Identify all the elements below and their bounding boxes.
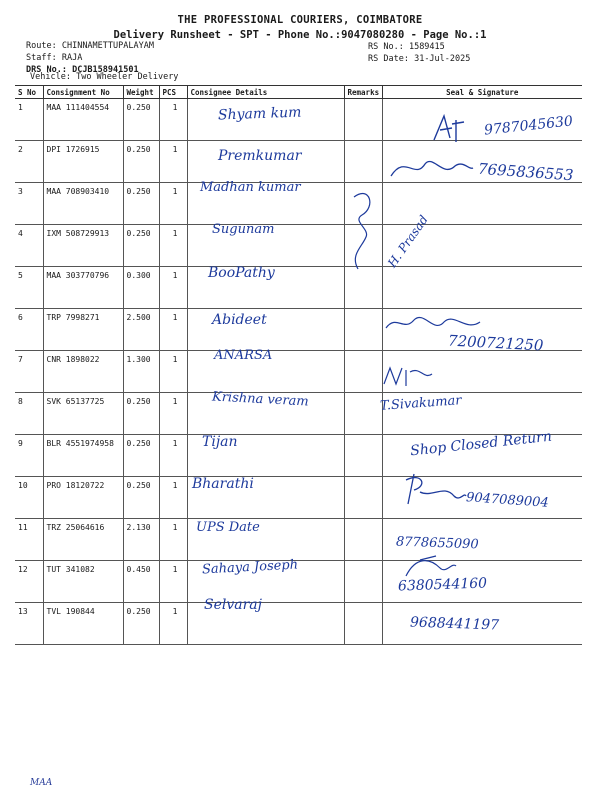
seal-handwriting: T.Sivakumar bbox=[379, 393, 463, 414]
cell-pcs bbox=[159, 225, 187, 267]
cell-weight-text: 0.450 bbox=[126, 565, 151, 574]
consignee-handwriting: Madhan kumar bbox=[200, 180, 301, 195]
cell-weight bbox=[123, 603, 159, 645]
signature-scribble-6 bbox=[382, 310, 492, 338]
cell-pcs-text: 1 bbox=[172, 565, 178, 574]
vehicle-line bbox=[30, 72, 178, 82]
consignee-handwriting: Krishna veram bbox=[211, 389, 310, 410]
cell-consignment bbox=[43, 267, 123, 309]
drs-value: DCJB158941501 bbox=[72, 65, 139, 75]
cell-sno-text: 9 bbox=[18, 439, 23, 448]
signature-scribble-2 bbox=[385, 150, 475, 190]
cell-remarks bbox=[344, 477, 382, 519]
cell-consignment-text: SVK 65137725 bbox=[46, 397, 105, 406]
cell-consignment-text: TRZ 25064616 bbox=[46, 523, 105, 532]
cell-remarks bbox=[344, 351, 382, 393]
cell-sno bbox=[15, 561, 43, 603]
cell-weight-text: 0.250 bbox=[126, 397, 151, 406]
cell-weight bbox=[123, 351, 159, 393]
cell-sno-text: 8 bbox=[18, 397, 23, 406]
cell-consignment bbox=[43, 141, 123, 183]
cell-pcs bbox=[159, 477, 187, 519]
rs-date-line bbox=[368, 53, 470, 65]
consignee-handwriting: Sugunam bbox=[212, 222, 275, 237]
cell-sno bbox=[15, 393, 43, 435]
col-header-consignment: Consignment No bbox=[43, 86, 123, 99]
cell-consignment-text: MAA 708903410 bbox=[46, 187, 110, 196]
cell-consignment bbox=[43, 351, 123, 393]
cell-remarks bbox=[344, 393, 382, 435]
cell-consignment-text: PRO 18120722 bbox=[46, 481, 105, 490]
cell-remarks bbox=[344, 519, 382, 561]
cell-consignment-text: DPI 1726915 bbox=[46, 145, 100, 154]
consignee-handwriting: Premkumar bbox=[218, 148, 302, 164]
cell-pcs bbox=[159, 603, 187, 645]
cell-consignment-text: MAA 111404554 bbox=[46, 103, 110, 112]
consignee-handwriting: Sahaya Joseph bbox=[201, 557, 299, 578]
rs-no-line bbox=[368, 41, 470, 53]
cell-consignment bbox=[43, 393, 123, 435]
cell-sno-text: 7 bbox=[18, 355, 23, 364]
cell-consignment bbox=[43, 603, 123, 645]
col-header-sno: S No bbox=[15, 86, 43, 99]
cell-pcs-text: 1 bbox=[172, 229, 178, 238]
cell-sno bbox=[15, 183, 43, 225]
table-header-row bbox=[15, 86, 582, 99]
cell-pcs bbox=[159, 561, 187, 603]
route-label: Route: bbox=[26, 41, 57, 51]
cell-weight-text: 2.500 bbox=[126, 313, 151, 322]
cell-weight-text: 0.250 bbox=[126, 607, 151, 616]
cell-pcs-text: 1 bbox=[172, 397, 178, 406]
consignee-handwriting: Bharathi bbox=[192, 476, 254, 492]
cell-remarks bbox=[344, 309, 382, 351]
vehicle-label: Vehicle: bbox=[30, 72, 71, 82]
route-value: CHINNAMETTUPALAYAM bbox=[61, 41, 154, 51]
table-row bbox=[15, 225, 582, 267]
consignee-handwriting: Tijan bbox=[202, 434, 238, 450]
cell-weight bbox=[123, 99, 159, 141]
seal-handwriting: 9688441197 bbox=[409, 614, 500, 634]
cell-pcs-text: 1 bbox=[172, 439, 178, 448]
cell-sno-text: 5 bbox=[18, 271, 23, 280]
staff-label: Staff: bbox=[26, 53, 57, 63]
cell-weight bbox=[123, 519, 159, 561]
cell-sno-text: 1 bbox=[18, 103, 23, 112]
cell-remarks bbox=[344, 435, 382, 477]
col-header-consignee: Consignee Details bbox=[187, 86, 344, 99]
cell-sno bbox=[15, 267, 43, 309]
consignee-handwriting: Shyam kum bbox=[217, 104, 302, 124]
cell-remarks bbox=[344, 561, 382, 603]
cell-weight bbox=[123, 225, 159, 267]
cell-sno-text: 6 bbox=[18, 313, 23, 322]
cell-weight bbox=[123, 309, 159, 351]
cell-remarks bbox=[344, 99, 382, 141]
cell-sno bbox=[15, 351, 43, 393]
cell-sno-text: 11 bbox=[18, 523, 28, 532]
col-header-seal: Seal & Signature bbox=[382, 86, 582, 99]
consignee-handwriting: ANARSA bbox=[214, 348, 273, 363]
col-header-weight: Weight bbox=[123, 86, 159, 99]
seal-handwriting: 9787045630 bbox=[483, 113, 574, 139]
cell-pcs-text: 1 bbox=[172, 187, 178, 196]
rs-date-label: RS Date: bbox=[368, 54, 409, 64]
cell-sno-text: 10 bbox=[18, 481, 28, 490]
rs-date-value: 31-Jul-2025 bbox=[414, 54, 471, 64]
cell-consignment bbox=[43, 183, 123, 225]
vehicle-value: Two Wheeler Delivery bbox=[76, 72, 179, 82]
cell-sno-text: 2 bbox=[18, 145, 23, 154]
cell-consignment bbox=[43, 99, 123, 141]
cell-pcs bbox=[159, 267, 187, 309]
consignee-handwriting: BooPathy bbox=[208, 265, 275, 281]
cell-consignment-text: MAA 303770796 bbox=[46, 271, 110, 280]
cell-sno bbox=[15, 99, 43, 141]
cell-pcs-text: 1 bbox=[172, 271, 178, 280]
cell-weight-text: 0.250 bbox=[126, 103, 151, 112]
cell-weight-text: 0.250 bbox=[126, 481, 151, 490]
cell-sno bbox=[15, 225, 43, 267]
cell-pcs-text: 1 bbox=[172, 313, 178, 322]
cell-remarks bbox=[344, 141, 382, 183]
seal-handwriting: 9047089004 bbox=[465, 490, 550, 511]
staff-line bbox=[26, 52, 154, 64]
cell-consignment-text: CNR 1898022 bbox=[46, 355, 100, 364]
cell-pcs-text: 1 bbox=[172, 607, 178, 616]
cell-sno-text: 4 bbox=[18, 229, 23, 238]
cell-pcs bbox=[159, 351, 187, 393]
cell-pcs-text: 1 bbox=[172, 355, 178, 364]
cell-consignment bbox=[43, 519, 123, 561]
cell-pcs bbox=[159, 183, 187, 225]
route-line bbox=[26, 40, 154, 52]
col-header-remarks: Remarks bbox=[344, 86, 382, 99]
drs-label: DRS No.: bbox=[26, 65, 67, 75]
cell-weight-text: 0.250 bbox=[126, 439, 151, 448]
cell-consignment-text: BLR 4551974958 bbox=[46, 439, 114, 448]
cell-weight-text: 0.250 bbox=[126, 145, 151, 154]
cell-consignment bbox=[43, 309, 123, 351]
cell-sno-text: 3 bbox=[18, 187, 23, 196]
cell-sno bbox=[15, 519, 43, 561]
col-header-pcs: PCS bbox=[159, 86, 187, 99]
staff-value: RAJA bbox=[61, 53, 83, 63]
cell-remarks bbox=[344, 603, 382, 645]
seal-handwriting: 7695836553 bbox=[477, 159, 574, 185]
cell-sno bbox=[15, 435, 43, 477]
cell-pcs bbox=[159, 435, 187, 477]
footer-handwriting: MAA bbox=[30, 778, 53, 788]
cell-pcs bbox=[159, 141, 187, 183]
cell-weight-text: 0.300 bbox=[126, 271, 151, 280]
cell-pcs bbox=[159, 309, 187, 351]
runsheet-meta-left bbox=[26, 40, 154, 76]
cell-sno bbox=[15, 603, 43, 645]
cell-pcs bbox=[159, 519, 187, 561]
signature-scribble-7 bbox=[380, 362, 440, 390]
seal-handwriting: 7200721250 bbox=[447, 331, 544, 355]
runsheet-meta-right bbox=[368, 41, 470, 65]
cell-weight bbox=[123, 267, 159, 309]
table-row bbox=[15, 519, 582, 561]
signature-scribble-1 bbox=[430, 110, 490, 150]
cell-weight bbox=[123, 477, 159, 519]
consignee-handwriting: UPS Date bbox=[196, 520, 260, 535]
cell-sno-text: 13 bbox=[18, 607, 28, 616]
cell-weight bbox=[123, 561, 159, 603]
cell-weight bbox=[123, 393, 159, 435]
cell-weight bbox=[123, 141, 159, 183]
seal-handwriting: Shop Closed Return bbox=[409, 428, 553, 460]
cell-pcs bbox=[159, 99, 187, 141]
seal-handwriting: 8778655090 bbox=[395, 534, 479, 553]
cell-pcs bbox=[159, 393, 187, 435]
consignee-handwriting: Abideet bbox=[212, 312, 267, 328]
remarks-handwriting: H. Prasad bbox=[385, 212, 431, 271]
cell-pcs-text: 1 bbox=[172, 103, 178, 112]
table-row bbox=[15, 561, 582, 603]
cell-weight bbox=[123, 435, 159, 477]
rs-no-value: 1589415 bbox=[408, 42, 445, 52]
cell-sno bbox=[15, 309, 43, 351]
seal-handwriting: 6380544160 bbox=[397, 575, 488, 595]
cell-sno-text: 12 bbox=[18, 565, 28, 574]
cell-consignment-text: TVL 190844 bbox=[46, 607, 95, 616]
cell-sno bbox=[15, 141, 43, 183]
signature-scribble-10 bbox=[398, 470, 468, 510]
cell-pcs-text: 1 bbox=[172, 145, 178, 154]
cell-consignment-text: TRP 7998271 bbox=[46, 313, 100, 322]
table-row bbox=[15, 267, 582, 309]
cell-sno bbox=[15, 477, 43, 519]
cell-consignment-text: IXM 508729913 bbox=[46, 229, 110, 238]
cell-consignment-text: TUT 341082 bbox=[46, 565, 95, 574]
rs-no-label: RS No.: bbox=[368, 42, 404, 52]
runsheet-subtitle: Delivery Runsheet - SPT - Phone No.:9047080280 - Page No.:1 bbox=[113, 29, 487, 41]
cell-weight-text: 0.250 bbox=[126, 187, 151, 196]
cell-weight bbox=[123, 183, 159, 225]
cell-consignment bbox=[43, 225, 123, 267]
cell-pcs-text: 1 bbox=[172, 523, 178, 532]
runsheet-title: THE PROFESSIONAL COURIERS, COIMBATORE bbox=[177, 14, 423, 26]
signature-scribble-12 bbox=[400, 552, 460, 582]
cell-weight-text: 1.300 bbox=[126, 355, 151, 364]
cell-weight-text: 0.250 bbox=[126, 229, 151, 238]
cell-pcs-text: 1 bbox=[172, 481, 178, 490]
cell-consignment bbox=[43, 477, 123, 519]
cell-consignment bbox=[43, 435, 123, 477]
cell-weight-text: 2.130 bbox=[126, 523, 151, 532]
consignee-handwriting: Selvaraj bbox=[204, 597, 262, 613]
cell-consignment bbox=[43, 561, 123, 603]
table-row bbox=[15, 351, 582, 393]
